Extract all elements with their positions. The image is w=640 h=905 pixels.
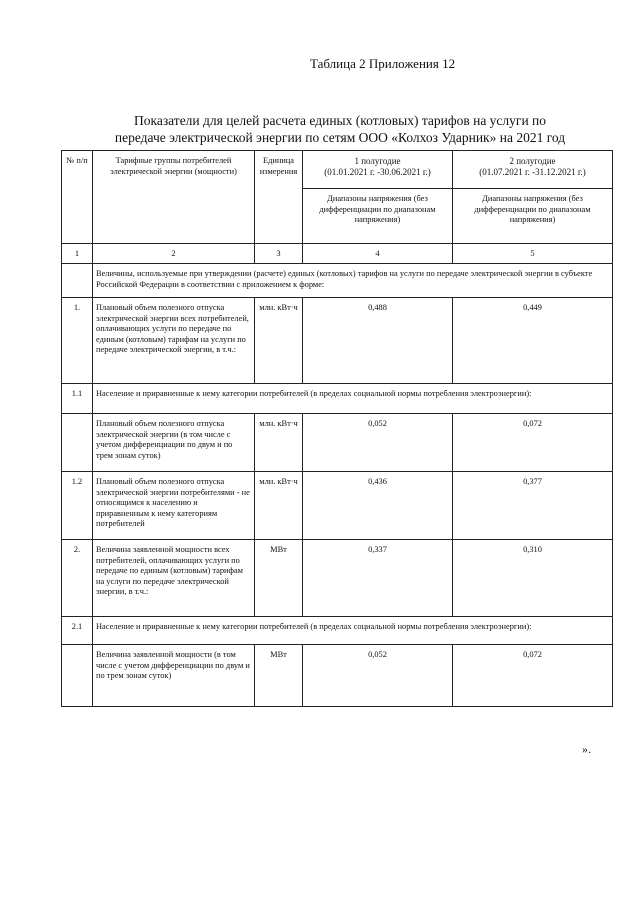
table-row-intro [62,264,613,298]
row-2-1a-value-1: 0,052 [303,645,453,707]
header-half-2-dates: (01.07.2021 г. -31.12.2021 г.) [479,167,586,177]
header-half-1-title: 1 полугодие [354,156,401,166]
annex-label: Таблица 2 Приложения 12 [310,56,456,71]
row-2-value-2: 0,310 [453,540,613,617]
header-half-1-dates: (01.01.2021 г. -30.06.2021 г.) [324,167,431,177]
range-note-2: Диапазоны напряжения (без дифференциации по диапазонам напряжения) [453,189,613,244]
row-2-1a-name: Величина заявленной мощности (в том числе с учетом дифференциации по двум и по трем зонам суток) [93,645,255,707]
closing-mark: ». [582,742,591,756]
col-number-3: 3 [255,244,303,264]
row-1-1-text: Население и приравненные к нему категории потребителей (в пределах социальной нормы потребления электроэнергии): [93,384,613,414]
row-2-unit: МВт [255,540,303,617]
row-2-1a-num [62,645,93,707]
title-line-2: передаче электрической энергии по сетям ООО «Колхоз Ударник» на 2021 год [114,130,566,145]
row-1-unit: млн. кВт·ч [255,298,303,384]
col-number-2: 2 [93,244,255,264]
header-num: № п/п [62,151,93,244]
col-number-4: 4 [303,244,453,264]
table-row-1-2 [62,472,613,540]
row-1-name: Плановый объем полезного отпуска электрической энергии всех потребителей, оплачивающих услуги по передаче по единым (котловым) тарифам на услуги по передаче электрической энергии, в т.ч.: [93,298,255,384]
row-2-name: Величина заявленной мощности всех потребителей, оплачивающих услуги по передаче по единым (котловым) тарифам на услуги по передаче электрической энергии, в т.ч.: [93,540,255,617]
header-group: Тарифные группы потребителей электрической энергии (мощности) [93,151,255,244]
document-title [60,112,620,146]
table-row-2-1-values [62,645,613,707]
table-row-2-1-header [62,617,613,645]
row-1-1a-unit: млн. кВт·ч [255,414,303,472]
row-2-1a-value-2: 0,072 [453,645,613,707]
table-row-1-1-values [62,414,613,472]
row-2-1-text: Население и приравненные к нему категории потребителей (в пределах социальной нормы потребления электроэнергии): [93,617,613,645]
row-1-2-name: Плановый объем полезного отпуска электрической энергии потребителями - не относящимся к населению и приравненным к нему категориям потребителей [93,472,255,540]
row-1-2-unit: млн. кВт·ч [255,472,303,540]
column-number-row [62,244,613,264]
table-row-1-1-header [62,384,613,414]
header-half-2-title: 2 полугодие [509,156,556,166]
row-1-num: 1. [62,298,93,384]
header-unit: Единица измерения [255,151,303,244]
row-1-value-1: 0,488 [303,298,453,384]
title-line-1: Показатели для целей расчета единых (котловых) тарифов на услуги по [133,113,547,128]
col-number-1: 1 [62,244,93,264]
row-1-value-2: 0,449 [453,298,613,384]
row-1-2-num: 1.2 [62,472,93,540]
table-header-row [62,151,613,189]
header-half-1 [303,151,453,189]
range-note-1: Диапазоны напряжения (без дифференциации по диапазонам напряжения) [303,189,453,244]
row-1-1-num: 1.1 [62,384,93,414]
row-2-1a-unit: МВт [255,645,303,707]
row-1-1a-value-2: 0,072 [453,414,613,472]
row-2-value-1: 0,337 [303,540,453,617]
row-1-2-value-1: 0,436 [303,472,453,540]
table-row-2 [62,540,613,617]
tariff-table [61,150,613,707]
table-row-1 [62,298,613,384]
row-1-1a-value-1: 0,052 [303,414,453,472]
row-1-1a-num [62,414,93,472]
row-2-num: 2. [62,540,93,617]
row-2-1-num: 2.1 [62,617,93,645]
header-half-2 [453,151,613,189]
intro-text: Величины, используемые при утверждении (расчете) единых (котловых) тарифов на услуги по передаче электрической энергии в субъекте Российской Федерации в соответствии с приложением к форме: [93,264,613,298]
intro-empty-cell [62,264,93,298]
row-1-2-value-2: 0,377 [453,472,613,540]
row-1-1a-name: Плановый объем полезного отпуска электрической энергии (в том числе с учетом дифференциации по двум и по трем зонам суток) [93,414,255,472]
col-number-5: 5 [453,244,613,264]
